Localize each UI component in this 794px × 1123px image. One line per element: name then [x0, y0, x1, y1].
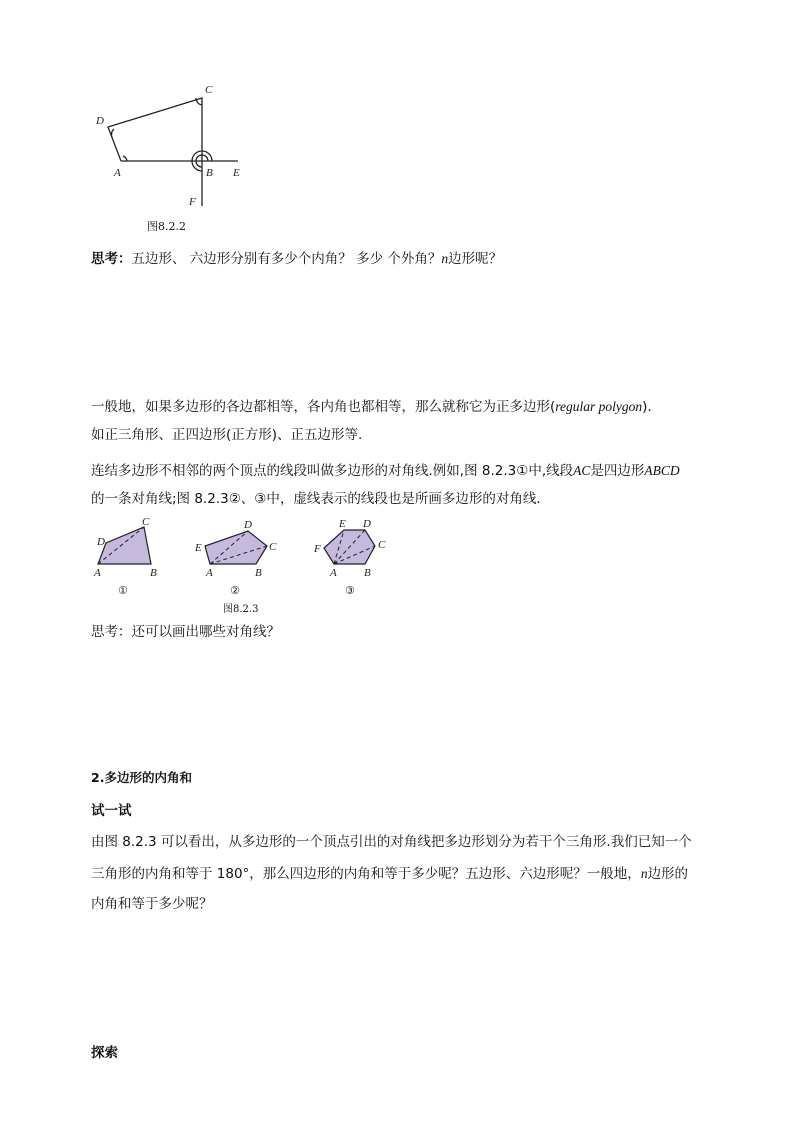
fig3-label-b: B	[364, 567, 371, 579]
fig1-label-d: D	[97, 536, 105, 548]
fig3-label-f: F	[314, 543, 321, 555]
hexagon-abcdef	[324, 530, 375, 564]
figure-caption-8-2-2: 图8.2.2	[147, 220, 186, 233]
fig1-label-b: B	[150, 567, 157, 579]
label-a: A	[114, 167, 121, 179]
label-e: E	[233, 167, 240, 179]
label-b: B	[206, 167, 213, 179]
section2-paragraph-line2: 三角形的内角和等于 180°，那么四边形的内角和等于多少呢？五边形、六边形呢？一般地，n边形的	[91, 866, 689, 882]
fig1-label-c: C	[142, 516, 150, 528]
regular-polygon-definition: 一般地，如果多边形的各边都相等，各内角也都相等，那么就称它为正多边形(regular polygon).	[91, 399, 652, 415]
think-question-1: 思考：五边形、 六边形分别有多少个内角？ 多少 个外角？n边形呢？	[91, 251, 503, 267]
section-heading-interior-angle-sum: 2.多边形的内角和	[91, 770, 192, 785]
fig1-number: ①	[118, 584, 128, 597]
fig3-label-a: A	[330, 567, 337, 579]
quadrilateral-abcd	[98, 527, 151, 564]
diagonal-definition-line2: 的一条对角线;图 8.2.3②、③中，虚线表示的线段也是所画多边形的对角线.	[91, 491, 541, 507]
fig3-label-e: E	[339, 518, 346, 530]
fig3-label-d: D	[363, 518, 371, 530]
fig1-label-a: A	[94, 567, 101, 579]
fig2-label-e: E	[195, 542, 202, 554]
regular-polygon-examples: 如正三角形、正四边形(正方形)、正五边形等.	[91, 427, 363, 443]
fig2-label-a: A	[206, 567, 213, 579]
fig2-label-d: D	[244, 519, 252, 531]
fig3-label-c: C	[378, 539, 386, 551]
diagonal-definition-line1: 连结多边形不相邻的两个顶点的线段叫做多边形的对角线.例如,图 8.2.3①中,线段AC是四边形ABCD	[91, 463, 680, 479]
think-question-2: 思考：还可以画出哪些对角线？	[91, 624, 280, 640]
think-label: 思考：	[91, 251, 132, 267]
explore-label: 探索	[91, 1045, 118, 1061]
figure-caption-8-2-3: 图8.2.3	[223, 604, 259, 615]
section2-paragraph-line1: 由图 8.2.3 可以看出，从多边形的一个顶点引出的对角线把多边形划分为若干个三角形.我们已知一个	[91, 834, 692, 850]
pentagon-abcde	[205, 531, 267, 564]
label-c: C	[205, 84, 213, 96]
label-d: D	[96, 115, 104, 127]
fig2-number: ②	[230, 584, 240, 597]
fig2-label-c: C	[269, 541, 277, 553]
fig2-label-b: B	[255, 567, 262, 579]
section2-paragraph-line3: 内角和等于多少呢？	[91, 896, 213, 912]
fig3-number: ③	[345, 584, 355, 597]
try-it-label: 试一试	[91, 803, 132, 819]
label-f: F	[189, 196, 196, 208]
regular-polygon-term: regular polygon	[555, 399, 643, 414]
